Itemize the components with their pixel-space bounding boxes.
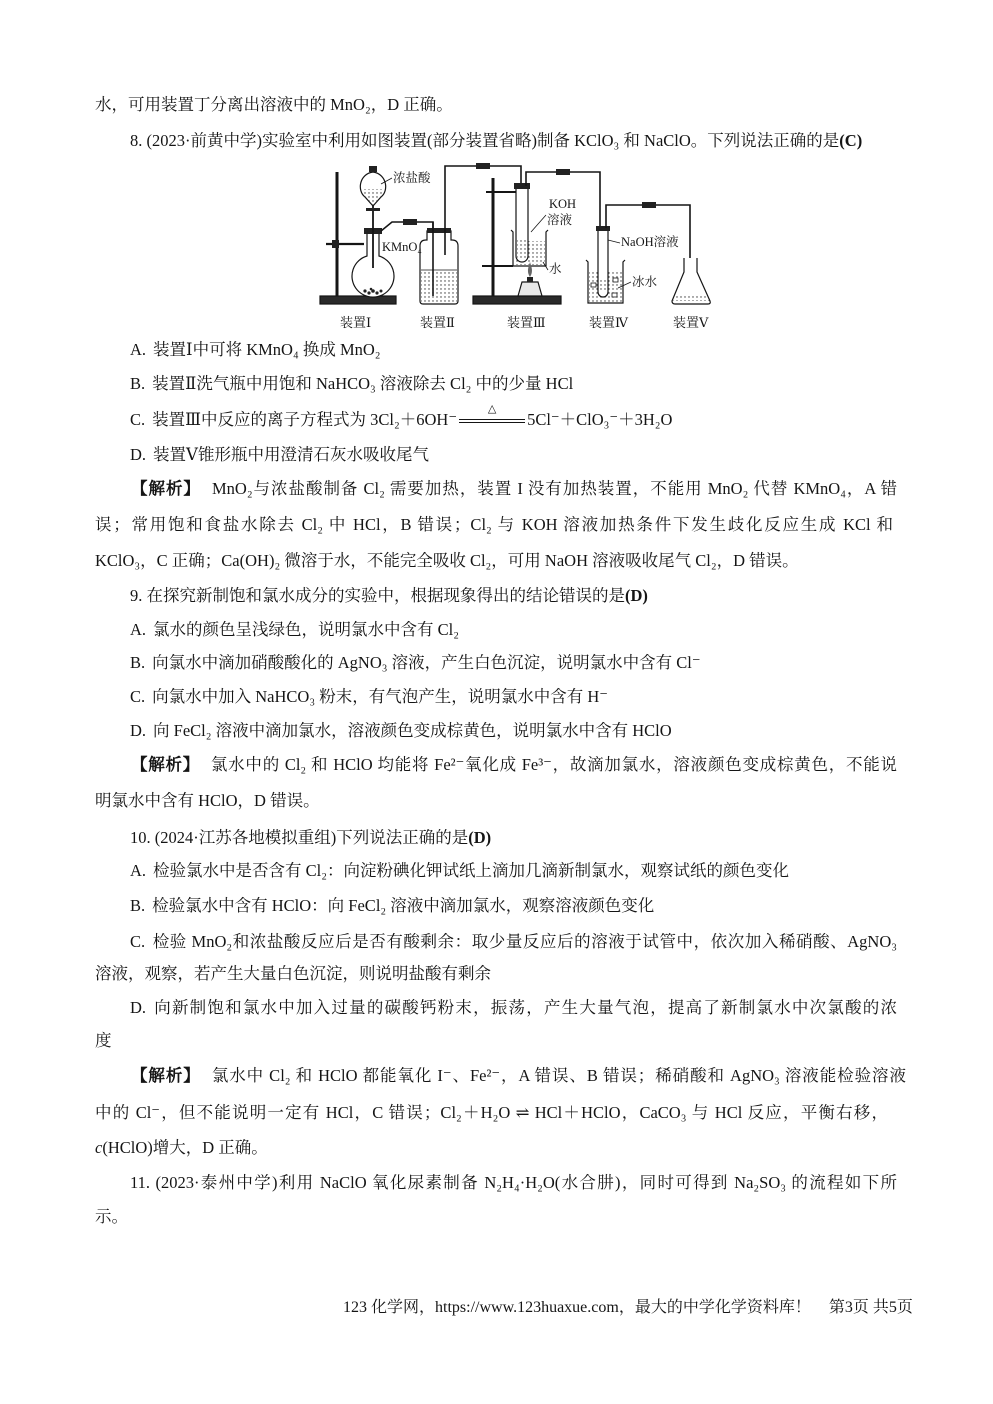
apparatus-2-gas-washing-bottle [420,163,521,304]
option-text: 装置Ⅱ洗气瓶中用饱和 NaHCO₃ 溶液除去 Cl₂ 中的少量 HCl [152,374,574,393]
caption-device-5: 装置Ⅴ [673,315,709,330]
alcohol-lamp [518,282,542,296]
heating-equals-sign [459,403,525,428]
flask-liquid [673,294,710,301]
concentration-symbol: c [95,1138,103,1157]
option-text: 装置Ⅰ中可将 KMnO₄ 换成 MnO₂ [153,340,381,359]
page-number: 第3页 共5页 [828,1299,913,1316]
option-text: 向 FeCl₂ 溶液中滴加氯水，溶液颜色变成棕黄色，说明氯水中含有 HClO [153,721,672,740]
analysis-text: (HClO)增大，D 正确。 [102,1138,268,1157]
funnel-stopcock [366,208,380,211]
apparatus-1-chlorine-generator [320,166,433,304]
q10-option-a [130,861,789,881]
option-text: 装置Ⅲ中反应的离子方程式为 3Cl₂＋6OH⁻ [152,410,458,429]
answer-key: (C) [839,131,863,150]
q9-analysis-line-1 [131,755,897,775]
apparatus-figure [315,158,730,334]
question-9-stem [130,586,648,606]
q8-analysis-line-3: KClO₃，C 正确；Ca(OH)₂ 微溶于水，不能完全吸收 Cl₂，可用 NaOH 溶液吸收尾气 Cl₂，D 错误。 [95,551,799,570]
caption-device-4: 装置Ⅳ [589,315,628,330]
label-ice-water: 冰水 [632,275,658,289]
analysis-tag: 【解析】 [131,755,201,774]
footer-site-text: 123 化学网，https://www.123huaxue.com，最大的中学化学资料库！ [343,1299,811,1316]
caption-device-1: 装置Ⅰ [340,315,372,330]
option-text: 检验氯水中是否含有 Cl₂：向淀粉碘化钾试纸上滴加几滴新制氯水，观察试纸的颜色变化 [153,861,790,880]
bottle-stopper [427,228,451,233]
option-letter: C. [130,410,146,429]
q9-option-d [130,721,672,741]
apparatus-3-koh-heating [473,169,600,304]
q8-option-d [130,445,429,465]
question-10-stem [130,828,491,848]
analysis-text: 氯水中的 Cl₂ 和 HClO 均能将 Fe²⁻氧化成 Fe³⁻，故滴加氯水，溶液颜色变成棕黄色，不能说 [210,755,898,774]
option-text: 检验氯水中含有 HClO：向 FeCl₂ 溶液中滴加氯水，观察溶液颜色变化 [152,896,655,915]
option-letter: B. [130,653,146,672]
q10-option-d-line-1 [130,998,897,1018]
label-conc-hcl: 浓盐酸 [393,171,431,185]
option-text: 向氯水中加入 NaHCO₃ 粉末，有气泡产生，说明氯水中含有 H⁻ [152,687,608,706]
option-text: 向新制饱和氯水中加入过量的碳酸钙粉末，振荡，产生大量气泡，提高了新制氯水中次氯酸的浓 [153,998,897,1017]
option-letter: B. [130,896,146,915]
analysis-text: MnO₂与浓盐酸制备 Cl₂ 需要加热，装置 I 没有加热装置，不能用 MnO₂ 代替 KMnO₄，A 错 [212,479,898,498]
question-11-line-2: 示。 [95,1207,128,1226]
option-letter: D. [130,998,147,1017]
label-naoh-solution: NaOH溶液 [621,235,679,249]
q10-option-d-line-2: 度 [95,1031,112,1050]
option-letter: A. [130,861,147,880]
option-letter: A. [130,620,147,639]
tube-connector [556,169,570,175]
q10-analysis-line-2: 中的 Cl⁻，但不能说明一定有 HCl，C 错误；Cl₂＋H₂O ⇌ HCl＋HClO，CaCO₃ 与 HCl 反应，平衡右移， [95,1103,888,1122]
option-text: 向氯水中滴加硝酸酸化的 AgNO₃ 溶液，产生白色沉淀，说明氯水中含有 Cl⁻ [152,653,701,672]
label-water: 水 [549,262,562,276]
q9-analysis-line-2: 明氯水中含有 HClO，D 错误。 [95,791,320,810]
funnel-stopper [369,166,377,172]
analysis-tag: 【解析】 [131,1066,201,1085]
stand-base [473,296,561,304]
q10-option-b [130,896,654,916]
option-letter: A. [130,340,147,359]
q8-option-b [130,374,573,394]
q8-option-a [130,340,381,360]
q9-option-a [130,620,459,640]
option-text: 装置Ⅴ锥形瓶中用澄清石灰水吸收尾气 [153,445,429,464]
equation-products: 5Cl⁻＋ClO₃⁻＋3H₂O [527,410,673,429]
test-tube-stopper [596,226,610,231]
option-letter: C. [130,687,146,706]
heating-triangle: △ [487,403,497,415]
tube-connector [476,163,490,169]
q9-option-c [130,687,608,707]
label-koh-solution: 溶液 [547,213,573,227]
option-letter: D. [130,721,147,740]
q10-analysis-line-3 [95,1138,268,1158]
caption-device-3: 装置Ⅲ [507,315,546,330]
q10-analysis-line-1 [131,1066,906,1086]
q10-option-c-line-1 [130,932,897,952]
option-letter: C. [130,932,146,951]
bottle-liquid [421,270,457,303]
question-stem-text: 9. 在探究新制饱和氯水成分的实验中，根据现象得出的结论错误的是 [130,586,625,605]
label-koh: KOH [549,197,577,211]
question-stem-text: 10. (2024·江苏各地模拟重组)下列说法正确的是 [130,828,469,847]
answer-key: (D) [468,828,492,847]
question-11-line-1: 11. (2023·泰州中学)利用 NaClO 氧化尿素制备 N₂H₄·H₂O(水合肼)，同时可得到 Na₂SO₃ 的流程如下所 [130,1173,897,1192]
page-footer [343,1298,913,1318]
caption-device-2: 装置Ⅱ [420,315,455,330]
tube-connector [642,202,656,208]
q8-analysis-line-2: 误；常用饱和食盐水除去 Cl₂ 中 HCl，B 错误；Cl₂ 与 KOH 溶液加热条件下发生歧化反应生成 KCl 和 [95,515,893,534]
question-stem-text: 8. (2023·前黄中学)实验室中利用如图装置(部分装置省略)制备 KClO₃ 和 NaClO。下列说法正确的是 [130,131,840,150]
q8-analysis-line-1 [131,479,897,499]
option-text: 氯水的颜色呈浅绿色，说明氯水中含有 Cl₂ [153,620,460,639]
naoh-solution [599,279,607,292]
stand-base [320,296,396,304]
answer-key: (D) [625,586,648,605]
q9-option-b [130,653,701,673]
apparatus-5-conical-flask [672,258,710,304]
question-8-stem [130,131,862,151]
analysis-tag: 【解析】 [131,479,201,498]
analysis-text: 氯水中 Cl₂ 和 HClO 都能氧化 I⁻、Fe²⁻，A 错误、B 错误；稀硝酸和 AgNO₃ 溶液能检验溶液 [211,1066,906,1085]
q8-option-c [130,403,673,430]
option-text: 检验 MnO₂和浓盐酸反应后是否有酸剩余：取少量反应后的溶液于试管中，依次加入稀硝酸、AgNO₃ [152,932,897,951]
option-letter: B. [130,374,146,393]
q10-option-c-line-2: 溶液，观察，若产生大量白色沉淀，则说明盐酸有剩余 [95,964,491,983]
tube-connector [403,219,417,225]
option-letter: D. [130,445,147,464]
koh-solution [517,238,527,258]
test-tube-stopper [514,183,530,189]
continuation-line: 水，可用装置丁分离出溶液中的 MnO₂，D 正确。 [95,95,453,114]
label-kmno4: KMnO₄ [382,240,422,254]
